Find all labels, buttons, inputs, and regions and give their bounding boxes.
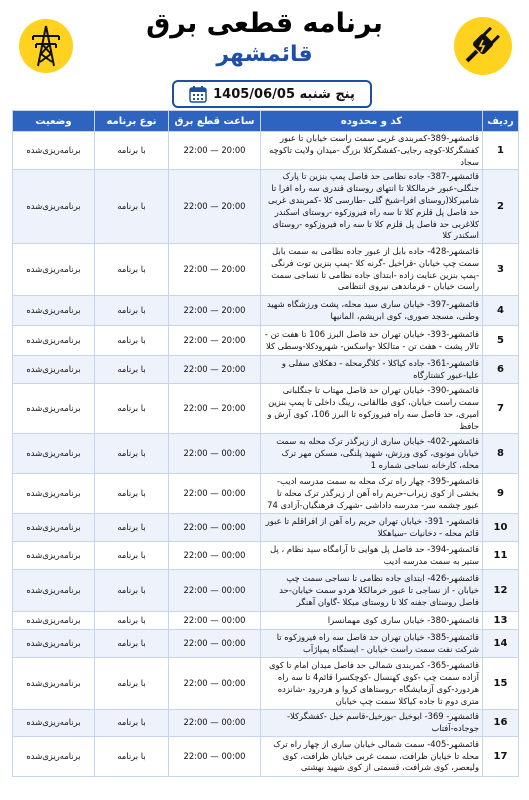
row-time: 00:00 — 22:00 (169, 736, 261, 776)
row-area: قائمشهر-365- کمربندی شمالی حد فاصل میدان امام تا کوی آزاده سمت چپ -کوی کهنسال -کوچکسرا قائم4 تا سه راه هردورد-کوی آزمایشگاه -روستاهای کروا و هردرود -شانزده متری دوم تا جاده کیاکلا سمت چپ خیابان (261, 658, 483, 710)
table-row (13, 244, 519, 296)
row-number: 17 (483, 736, 519, 776)
table-row (13, 170, 519, 244)
row-status: برنامه‌ریزی‌شده (13, 296, 95, 326)
table-row (13, 434, 519, 474)
row-time: 00:00 — 22:00 (169, 542, 261, 570)
table-row (13, 542, 519, 570)
row-number: 14 (483, 630, 519, 658)
city-title: قائمشهر (216, 42, 313, 67)
row-number: 15 (483, 658, 519, 710)
row-status: برنامه‌ریزی‌شده (13, 710, 95, 737)
row-number: 2 (483, 170, 519, 244)
row-time: 00:00 — 22:00 (169, 612, 261, 630)
row-number: 7 (483, 384, 519, 434)
calendar-icon (189, 85, 207, 103)
row-type: با برنامه (95, 296, 169, 326)
table-row (13, 710, 519, 737)
row-type: با برنامه (95, 658, 169, 710)
row-status: برنامه‌ریزی‌شده (13, 542, 95, 570)
row-time: 20:00 — 22:00 (169, 132, 261, 170)
date-box (172, 80, 372, 108)
row-area: قائمشهر-389-کمربندی غربی سمت راست خیابان تا عبور کفشگرکلا-کوچه رجایی-کفشگرکلا بزرگ -میدان ولایت تاکوچه سجاد (261, 132, 483, 170)
row-type: با برنامه (95, 132, 169, 170)
row-number: 5 (483, 326, 519, 356)
row-time: 00:00 — 22:00 (169, 570, 261, 612)
row-status: برنامه‌ریزی‌شده (13, 434, 95, 474)
row-status: برنامه‌ریزی‌شده (13, 170, 95, 244)
row-time: 00:00 — 22:00 (169, 514, 261, 542)
row-status: برنامه‌ریزی‌شده (13, 326, 95, 356)
row-type: با برنامه (95, 710, 169, 737)
row-number: 11 (483, 542, 519, 570)
table-row (13, 326, 519, 356)
row-time: 00:00 — 22:00 (169, 474, 261, 514)
schedule-table (12, 110, 519, 777)
table-row (13, 736, 519, 776)
row-type: با برنامه (95, 356, 169, 384)
row-status: برنامه‌ریزی‌شده (13, 514, 95, 542)
row-status: برنامه‌ریزی‌شده (13, 736, 95, 776)
table-row (13, 296, 519, 326)
row-type: با برنامه (95, 474, 169, 514)
row-area: قائمشهر-395- چهار راه ترک محله به سمت مدرسه ادیب-بخشی از کوی زیراب-حریم راه آهن از زیرگذر ترک محله تا عبور چشمه سر- مدرسه داداشی -شهرک فرهنگیان-آزادی 74 (261, 474, 483, 514)
row-number: 4 (483, 296, 519, 326)
row-status: برنامه‌ریزی‌شده (13, 658, 95, 710)
table-row (13, 612, 519, 630)
row-time: 00:00 — 22:00 (169, 710, 261, 737)
col-header-time: ساعت قطع برق (169, 111, 261, 132)
row-time: 20:00 — 22:00 (169, 296, 261, 326)
row-status: برنامه‌ریزی‌شده (13, 570, 95, 612)
row-time: 00:00 — 22:00 (169, 630, 261, 658)
header (0, 0, 529, 102)
row-time: 20:00 — 22:00 (169, 384, 261, 434)
row-type: با برنامه (95, 612, 169, 630)
row-status: برنامه‌ریزی‌شده (13, 474, 95, 514)
row-area: قائمشهر-387- جاده نظامی حد فاصل پمپ بنزین تا پارک جنگلی-عبور خرمالکلا تا انتهای روستای قندری سه راه افرا تا شامیرکلا(روستای افرا-شیخ گلی -طارسی کلا -کمربندی غربی حد فاصل پل قلزم کلا تا سه راه فیروزکوه -روستای اسکندر کلاغربی حد فاصل پل قلزم کلا تا سه راه فیروزکوه -روستای اسکندر کلا (261, 170, 483, 244)
row-type: با برنامه (95, 326, 169, 356)
row-status: برنامه‌ریزی‌شده (13, 384, 95, 434)
table-row (13, 384, 519, 434)
table-row (13, 356, 519, 384)
row-type: با برنامه (95, 514, 169, 542)
page-title: برنامه قطعی برق (146, 8, 383, 39)
row-area: قائمشهر- 369- ابوخیل -بورخیل-قاسم خیل -کفشگرکلا-جوجاده-آفتاب (261, 710, 483, 737)
row-area: قائمشهر-426- ابتدای جاده نظامی تا نساجی سمت چپ خیابان - از نساجی تا عبور خرمالکلا هردو سمت خیابان-حد فاصل روستای جفنه کلا تا روستای میکلا -گاوان آهنگر (261, 570, 483, 612)
row-number: 3 (483, 244, 519, 296)
col-header-status: وضعیت (13, 111, 95, 132)
row-time: 20:00 — 22:00 (169, 170, 261, 244)
row-type: با برنامه (95, 170, 169, 244)
table-row (13, 630, 519, 658)
table-row (13, 570, 519, 612)
date-label: پنج شنبه 1405/06/05 (213, 86, 355, 102)
row-status: برنامه‌ریزی‌شده (13, 356, 95, 384)
row-time: 20:00 — 22:00 (169, 326, 261, 356)
row-area: قائمشهر-428- جاده بابل از عبور جاده نظامی به سمت بابل سمت چپ خیابان -قراخیل -گرنه کلا -پمپ بنزین توت فرنگی -پمپ بنزین عنایت زاده -ابتدای جاده نظامی تا نساجی سمت راست خیابان - فرماندهی نیروی انتظامی (261, 244, 483, 296)
row-number: 1 (483, 132, 519, 170)
row-type: با برنامه (95, 542, 169, 570)
power-plug-icon (453, 16, 513, 76)
row-type: با برنامه (95, 570, 169, 612)
row-area: قائمشهر-385- خیابان تهران حد فاصل سه راه فیروزکوه تا شرکت نفت سمت راست خیابان - ایستگاه پمپاژآب (261, 630, 483, 658)
row-area: قائمشهر-394- حد فاصل پل هوایی تا آرامگاه سید نظام ، پل ستیر به سمت مدرسه ادیب (261, 542, 483, 570)
row-area: قائمشهر-380- خیابان ساری کوی مهمانسرا (261, 612, 483, 630)
row-number: 13 (483, 612, 519, 630)
table-header-row (13, 111, 519, 132)
table-row (13, 658, 519, 710)
col-header-type: نوع برنامه (95, 111, 169, 132)
row-time: 20:00 — 22:00 (169, 244, 261, 296)
row-number: 6 (483, 356, 519, 384)
row-area: قائمشهر-390- خیابان تهران حد فاصل مهتاب تا جنگلبانی سمت راست خیابان، کوی طالقانی، رینگ داخلی تا پمپ بنزین امیری، حد فاصل سه راه فیروزکوه تا البرز 106، کوی آرش و حافظ (261, 384, 483, 434)
row-area: قائمشهر-405- سمت شمالی خیابان ساری از چهار راه ترک محله تا خیابان ظرافت، سمت غربی خیابان ظرافت، کوی ولیعصر، کوی شرافت، قسمتی از کوی شهید بهشتی (261, 736, 483, 776)
row-number: 10 (483, 514, 519, 542)
row-status: برنامه‌ریزی‌شده (13, 630, 95, 658)
row-area: قائمشهر-402- خیابان ساری از زیرگذر ترک محله به سمت خیابان مونوی، کوی ورزش، شهید پلنگی، مسکن مهر ترک محله، کارخانه نساجی شماره 1 (261, 434, 483, 474)
row-type: با برنامه (95, 244, 169, 296)
row-type: با برنامه (95, 434, 169, 474)
row-type: با برنامه (95, 736, 169, 776)
col-header-row-number: ردیف (483, 111, 519, 132)
row-status: برنامه‌ریزی‌شده (13, 132, 95, 170)
col-header-area: کد و محدوده (261, 111, 483, 132)
row-status: برنامه‌ریزی‌شده (13, 244, 95, 296)
row-area: قائمشهر-393- خیابان تهران حد فاصل البرز 106 تا هفت تن - تالار پشت - هفت تن - متالکلا -واسکس- شهرودکلا-وسطی کلا (261, 326, 483, 356)
row-number: 12 (483, 570, 519, 612)
table-row (13, 132, 519, 170)
row-area: قائمشهر-397- خیابان ساری سید محله، پشت ورزشگاه شهید وطنی، مسجد صوری، کوی ابریشم، المانیها (261, 296, 483, 326)
row-area: قائمشهر-361- جاده کیاکلا - کلاگرمحله - دهکلای سفلی و علیا-عبور کشتارگاه (261, 356, 483, 384)
row-area: قائمشهر- 391- خیابان تهران حریم راه آهن از افراقلم تا عبور قائم محله - دخانیات -سیاهکلا (261, 514, 483, 542)
row-time: 00:00 — 22:00 (169, 434, 261, 474)
row-type: با برنامه (95, 630, 169, 658)
row-number: 9 (483, 474, 519, 514)
table-row (13, 474, 519, 514)
row-time: 20:00 — 22:00 (169, 356, 261, 384)
table-row (13, 514, 519, 542)
row-status: برنامه‌ریزی‌شده (13, 612, 95, 630)
row-time: 00:00 — 22:00 (169, 658, 261, 710)
row-number: 8 (483, 434, 519, 474)
row-number: 16 (483, 710, 519, 737)
row-type: با برنامه (95, 384, 169, 434)
